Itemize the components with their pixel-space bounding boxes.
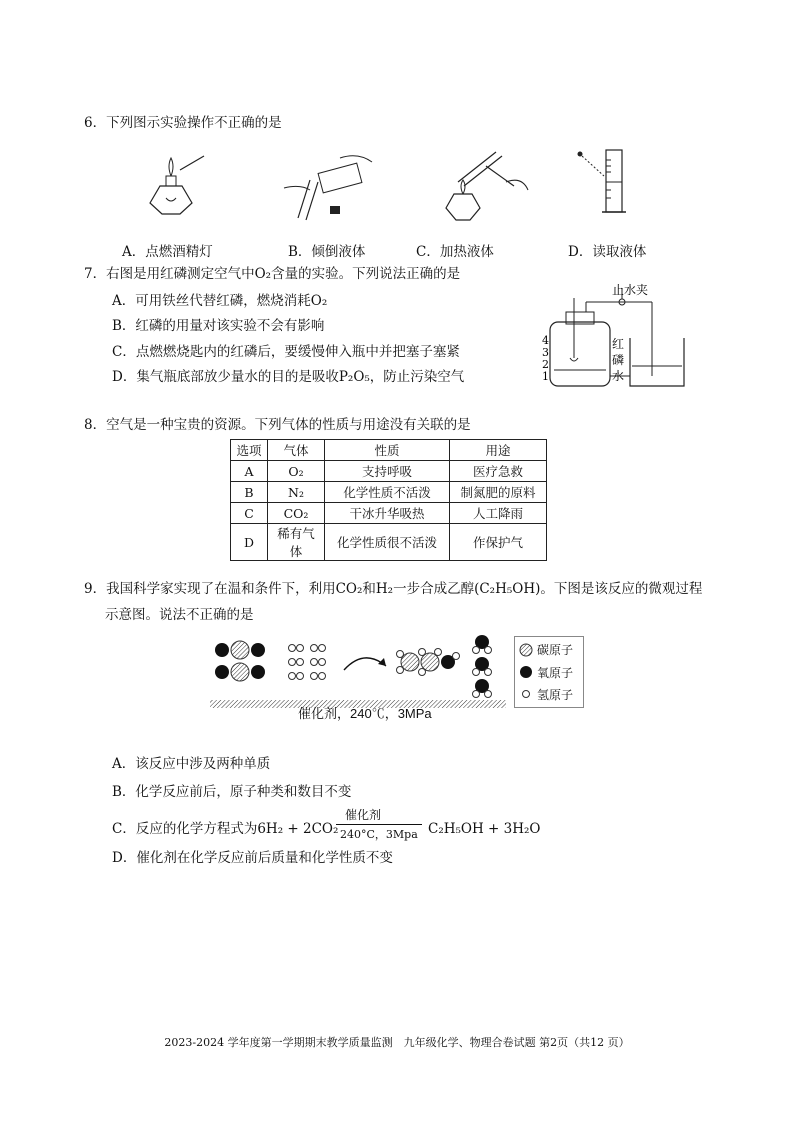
scale-1: 1 — [542, 370, 549, 383]
q6-stem: 6．下列图示实验操作不正确的是 — [84, 115, 282, 131]
cell: 支持呼吸 — [325, 461, 450, 482]
q8-table — [230, 439, 547, 561]
cell: D — [231, 524, 268, 561]
q9-stem-line1: 9．我国科学家实现了在温和条件下，利用CO₂和H₂一步合成乙醇(C₂H₅OH)。下图是该反应的微观过程 — [84, 581, 703, 597]
header-use: 用途 — [450, 440, 547, 461]
cell: 稀有气体 — [268, 524, 325, 561]
table-row — [231, 524, 547, 561]
ethanol-molecule — [397, 649, 460, 676]
q7-option-c: C．点燃燃烧匙内的红磷后，要缓慢伸入瓶中并把塞子塞紧 — [112, 344, 460, 360]
h2-molecules — [289, 645, 326, 680]
legend-hydrogen: 氢原子 — [537, 688, 574, 702]
q8-stem: 8．空气是一种宝贵的资源。下列气体的性质与用途没有关联的是 — [84, 417, 471, 433]
cell: N₂ — [268, 482, 325, 503]
table-row — [231, 503, 547, 524]
q7-stem: 7．右图是用红磷测定空气中O₂含量的实验。下列说法正确的是 — [84, 266, 461, 282]
cell: 医疗急救 — [450, 461, 547, 482]
q6-option-d: D．读取液体 — [568, 244, 647, 260]
alcohol-lamp-lighting-figure — [140, 148, 210, 220]
header-property: 性质 — [325, 440, 450, 461]
cell: 作保护气 — [450, 524, 547, 561]
atom-legend — [514, 636, 584, 708]
cell: C — [231, 503, 268, 524]
cell: O₂ — [268, 461, 325, 482]
header-option: 选项 — [231, 440, 268, 461]
heating-liquid-figure — [436, 146, 536, 224]
cell: 化学性质很不活泼 — [325, 524, 450, 561]
cell: 干冰升华吸热 — [325, 503, 450, 524]
page-footer: 2023-2024 学年度第一学期期末教学质量监测 九年级化学、物理合卷试题 第2页（共12 页） — [164, 1036, 630, 1049]
water-molecules — [473, 635, 492, 698]
legend-oxygen: 氧原子 — [537, 666, 574, 680]
cell: A — [231, 461, 268, 482]
q7-option-d: D．集气瓶底部放少量水的目的是吸收P₂O₅，防止污染空气 — [112, 369, 465, 385]
reaction-micro-diagram — [210, 630, 510, 710]
scale-3: 3 — [542, 346, 549, 359]
equation-condition-bottom: 240°C，3Mpa — [340, 828, 418, 841]
q9-option-b: B．化学反应前后，原子种类和数目不变 — [112, 784, 352, 800]
clamp-label: 止水夹 — [612, 283, 649, 297]
q9-option-c: C．反应的化学方程式为6H₂ + 2CO₂ — [112, 821, 339, 837]
equation-condition-top: 催化剂 — [345, 808, 382, 822]
equation-products: C₂H₅OH + 3H₂O — [428, 821, 541, 837]
q7-option-a: A．可用铁丝代替红磷，燃烧消耗O₂ — [112, 293, 328, 309]
cell: B — [231, 482, 268, 503]
q9-option-a: A．该反应中涉及两种单质 — [112, 756, 271, 772]
cell: CO₂ — [268, 503, 325, 524]
q9-option-d: D．催化剂在化学反应前后质量和化学性质不变 — [112, 850, 393, 866]
q9-stem-line2: 示意图。说法不正确的是 — [105, 607, 254, 623]
label-red: 红 — [612, 337, 625, 351]
table-row — [231, 461, 547, 482]
q6-option-b: B．倾倒液体 — [288, 244, 366, 260]
co2-molecules — [215, 641, 265, 681]
cell: 化学性质不活泼 — [325, 482, 450, 503]
label-phosphorus: 磷 — [612, 353, 625, 367]
equation-arrow-line — [336, 824, 422, 825]
table-header-row — [231, 440, 547, 461]
cell: 制氮肥的原料 — [450, 482, 547, 503]
q7-option-b: B．红磷的用量对该实验不会有影响 — [112, 318, 325, 334]
scale-4: 4 — [542, 334, 549, 347]
red-phosphorus-apparatus-figure — [540, 278, 690, 394]
reading-liquid-figure — [570, 146, 640, 218]
header-gas: 气体 — [268, 440, 325, 461]
legend-carbon: 碳原子 — [537, 643, 574, 657]
cell: 人工降雨 — [450, 503, 547, 524]
pouring-liquid-figure — [280, 150, 380, 222]
scale-2: 2 — [542, 358, 549, 371]
q6-option-c: C．加热液体 — [416, 244, 494, 260]
label-water: 水 — [612, 369, 625, 383]
catalyst-caption: 催化剂，240℃，3MPa — [298, 706, 432, 721]
q6-option-a: A．点燃酒精灯 — [122, 244, 213, 260]
table-row — [231, 482, 547, 503]
